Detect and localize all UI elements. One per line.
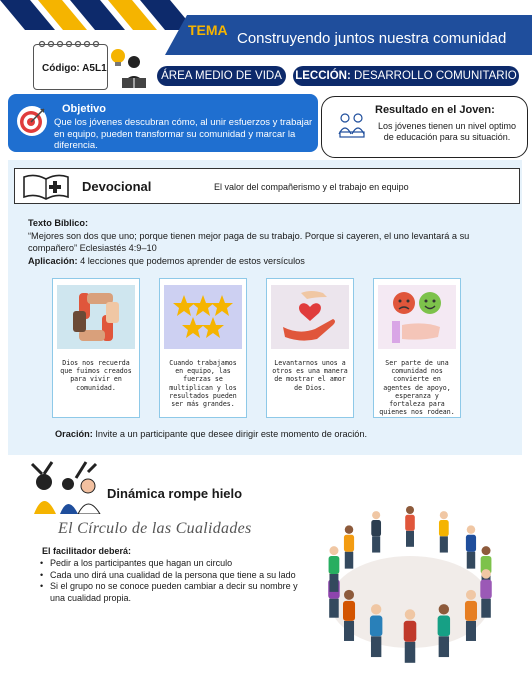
- stars-icon: [164, 285, 242, 349]
- resultado-text: Los jóvenes tienen un nivel optimo de educación para su situación.: [377, 121, 517, 142]
- student-lightbulb-icon: [108, 44, 150, 90]
- objetivo-title: Objetivo: [62, 103, 107, 115]
- person-figure: [344, 525, 354, 568]
- bible-icon: [20, 171, 72, 201]
- people-circle-illustration: [315, 490, 505, 680]
- leccion-label: LECCIÓN:: [295, 70, 351, 82]
- person-figure: [438, 604, 450, 657]
- bible-verse: “Mejores son dos que uno; porque tienen mejor paga de su trabajo. Porque si cayeren, el uno levantará a su compañero” Eclesiastés 4:9–10: [28, 230, 470, 253]
- tema-label: TEMA: [188, 22, 228, 38]
- codigo-label: Código: A5L1: [42, 63, 107, 74]
- aplicacion-text: 4 lecciones que podemos aprender de estos versículos: [80, 255, 305, 266]
- bible-section: [28, 217, 498, 267]
- oracion-line: [55, 429, 367, 439]
- devocional-title: Devocional: [82, 179, 152, 194]
- target-icon: [16, 105, 48, 137]
- dinamica-subtitle: El Círculo de las Cualidades: [58, 520, 252, 537]
- lesson-card-text: Cuando trabajamos en equipo, las fuerzas se multiplican y los resultados pueden ser más grandes.: [169, 359, 237, 409]
- hands-circle-icon: [57, 285, 135, 349]
- notebook-rings-icon: [37, 40, 105, 48]
- steps-list: [40, 558, 300, 604]
- emoji-faces-icon: [378, 285, 456, 349]
- list-item: • Si el grupo no se conoce pueden cambiar a decir su nombre y una cualidad propia.: [40, 581, 300, 604]
- person-figure: [371, 511, 381, 552]
- person-figure: [404, 609, 417, 663]
- lesson-card-text: Dios nos recuerda que fuimos creados para vivir en comunidad.: [60, 359, 132, 392]
- person-figure: [343, 590, 355, 641]
- lesson-card: [159, 278, 247, 418]
- oracion-text: Invite a un participante que desee dirigir este momento de oración.: [95, 429, 368, 439]
- devocional-subtitle: El valor del compañerismo y el trabajo en equipo: [214, 182, 409, 192]
- aplicacion-label: Aplicación:: [28, 255, 78, 266]
- oracion-label: Oración:: [55, 429, 93, 439]
- area-label: ÁREA MEDIO DE VIDA: [161, 70, 282, 82]
- person-figure: [405, 506, 415, 547]
- dinamica-title: Dinámica rompe hielo: [107, 486, 243, 501]
- leccion-badge: [293, 66, 519, 86]
- list-item: • Pedir a los participantes que hagan un circulo: [40, 558, 300, 570]
- resultado-title: Resultado en el Joven:: [375, 104, 495, 116]
- list-item: • Cada uno dirá una cualidad de la persona que tiene a su lado: [40, 570, 300, 582]
- people-celebrating-icon: [30, 458, 104, 514]
- person-figure: [465, 590, 477, 641]
- lesson-card-text: Ser parte de una comunidad nos convierte en agentes de apoyo, esperanza y fortaleza para quienes nos rodean.: [379, 359, 455, 417]
- person-figure: [329, 546, 340, 592]
- person-figure: [480, 569, 491, 618]
- header-stripes: [0, 0, 190, 30]
- leccion-value: DESARROLLO COMUNITARIO: [354, 70, 517, 82]
- page-title: Construyendo juntos nuestra comunidad: [237, 30, 507, 47]
- person-figure: [370, 604, 382, 657]
- person-figure: [439, 511, 449, 552]
- lesson-card: [266, 278, 354, 418]
- lesson-card-text: Levantarnos unos a otros es una manera de mostrar el amor de Dios.: [272, 359, 348, 392]
- area-badge: [157, 66, 286, 86]
- lesson-card: [373, 278, 461, 418]
- facilitador-label: El facilitador deberá:: [42, 546, 132, 556]
- hands-heart-icon: [271, 285, 349, 349]
- lesson-card: [52, 278, 140, 418]
- students-icon: [336, 110, 368, 140]
- person-figure: [466, 525, 476, 568]
- objetivo-text: Que los jóvenes descubran cómo, al unir esfuerzos y trabajar en equipo, pueden transformar su comunidad y marcar la diferencia.: [54, 117, 313, 151]
- texto-biblico-label: Texto Bíblico:: [28, 218, 89, 228]
